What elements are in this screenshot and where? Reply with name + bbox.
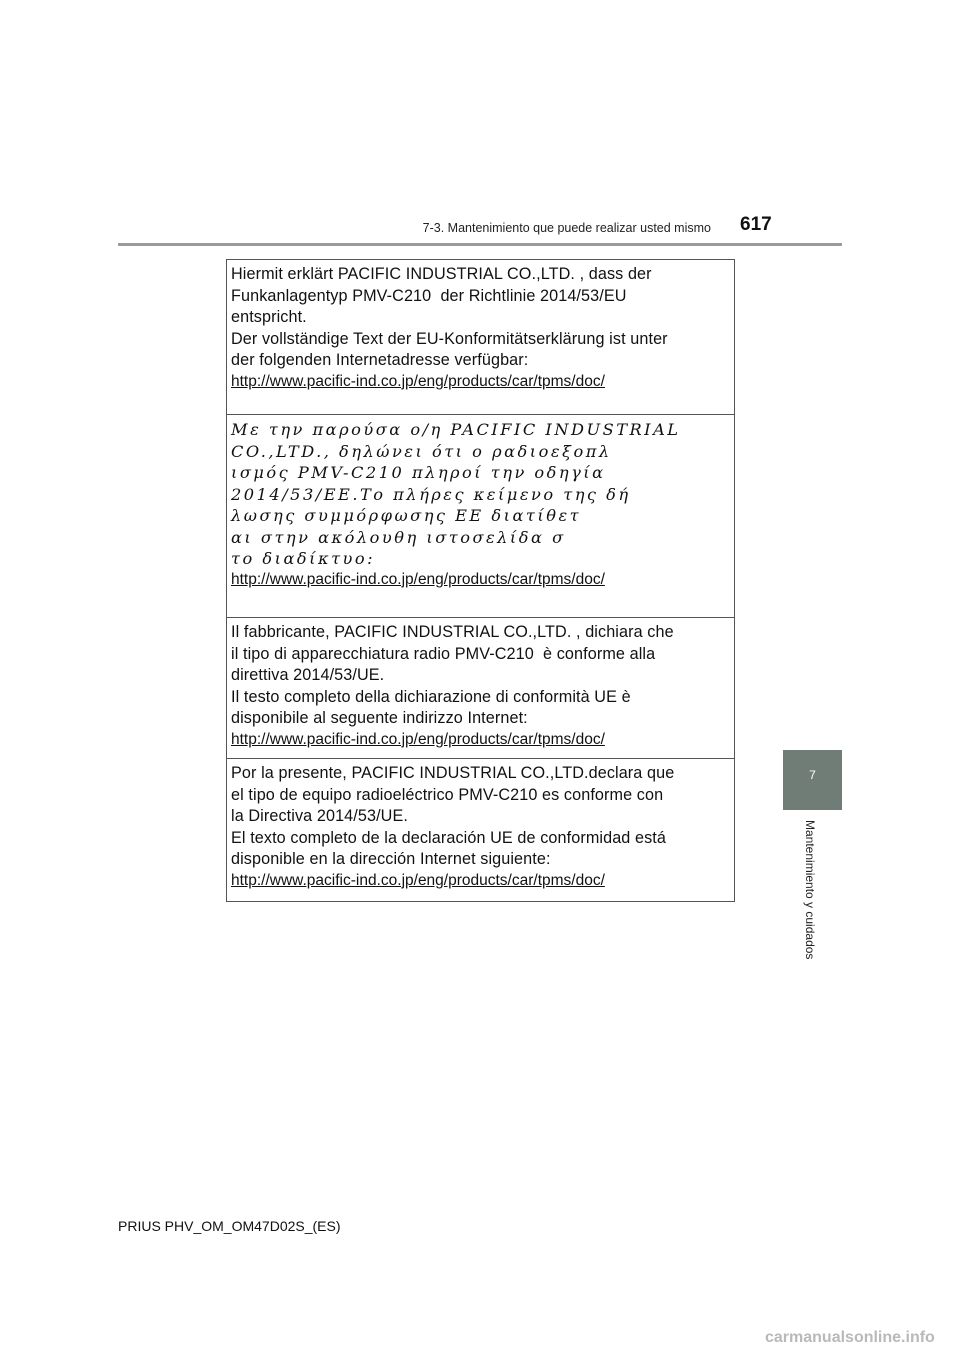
chapter-number: 7 [809,768,816,782]
declaration-link[interactable]: http://www.pacific-ind.co.jp/eng/products/car/tpms/doc/ [231,730,605,748]
declaration-spanish [227,758,734,902]
section-heading: 7-3. Mantenimiento que puede realizar usted mismo [422,221,711,235]
page-number: 617 [740,214,772,235]
declaration-italian [227,617,734,757]
declaration-greek [227,414,734,619]
declaration-link[interactable]: http://www.pacific-ind.co.jp/eng/products/car/tpms/doc/ [231,570,605,588]
header-divider [118,243,842,246]
chapter-title: Mantenimiento y cuidados [803,820,817,960]
document-code: PRIUS PHV_OM_OM47D02S_(ES) [118,1218,341,1234]
declaration-link[interactable]: http://www.pacific-ind.co.jp/eng/products/car/tpms/doc/ [231,372,605,390]
watermark: carmanualsonline.info [765,1329,935,1346]
declaration-text: Με την παρούσα ο/η PACIFIC INDUSTRIAL CO.,LTD., δηλώνει ότι ο ραδιοεξοπλ ισμός PMV-C210 πληροί την οδηγία 2014/53/ΕΕ.Το πλήρες κείμενο της δή λωσης συμμόρφωσης ΕΕ διατίθετ αι στην ακόλουθη ιστοσελίδα σ το διαδίκτυο: [231,420,681,568]
chapter-tab [783,750,842,810]
declaration-text: Por la presente, PACIFIC INDUSTRIAL CO.,LTD.declara que el tipo de equipo radioeléctrico PMV-C210 es conforme con la Directiva 2014/53/UE. El texto completo de la declaración UE de conformidad está disponible en la dirección Internet siguiente: [231,764,675,868]
declaration-table [226,259,735,902]
declaration-text: Il fabbricante, PACIFIC INDUSTRIAL CO.,LTD. , dichiara che il tipo di apparecchiatura radio PMV-C210 è conforme alla direttiva 2014/53/UE. Il testo completo della dichiarazione di conformità UE è disponibile al seguente indirizzo Internet: [231,623,674,727]
declaration-link[interactable]: http://www.pacific-ind.co.jp/eng/products/car/tpms/doc/ [231,871,605,889]
declaration-text: Hiermit erklärt PACIFIC INDUSTRIAL CO.,LTD. , dass der Funkanlagentyp PMV-C210 der Richtlinie 2014/53/EU entspricht. Der vollständige Text der EU-Konformitätserklärung ist unter der folgenden Internetadresse verfügbar: [231,265,668,369]
declaration-german [227,259,734,405]
